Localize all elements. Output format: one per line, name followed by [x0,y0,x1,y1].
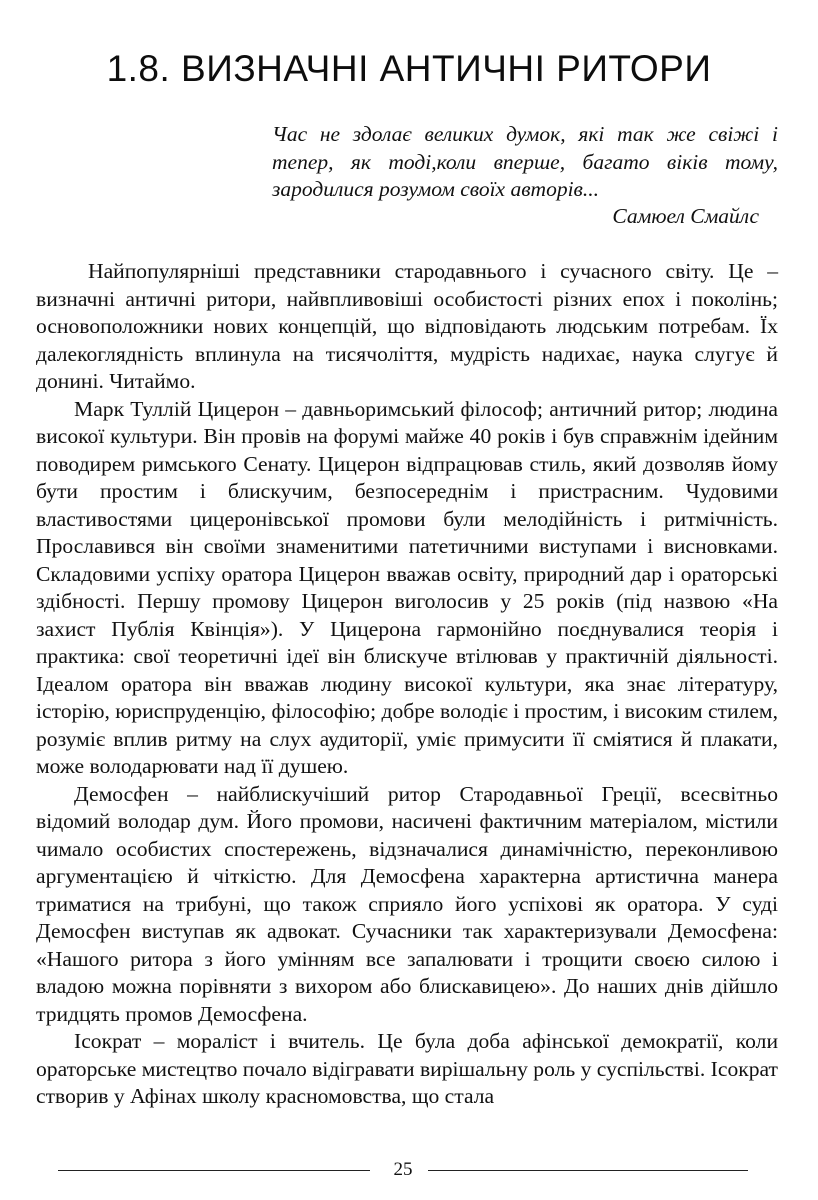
paragraph-demosthenes: Демосфен – найблискучіший ритор Стародавньої Греції, всесвітньо відомий володар дум. Його промови, насичені фактичним матеріалом, містили чимало особистих спостережень, відзначалися динамічністю, переконливою аргументацією й чіткістю. Для Демосфена характерна артистична манера триматися на трибуні, що також сприяло його успіхові як оратора. У суді Демосфен виступав як адвокат. Сучасники так характеризували Демосфена: «Нашого ритора з його умінням все запалювати і трощити своєю силою і владою можна порівняти з вихором або блискавицею». До наших днів дійшло тридцять промов Демосфена. [36,781,778,1026]
chapter-title: 1.8. ВИЗНАЧНІ АНТИЧНІ РИТОРИ [106,48,712,89]
page-footer [58,1158,748,1182]
paragraph-cicero: Марк Туллій Цицерон – давньоримський філософ; античний ритор; людина високої культури. Він провів на форумі майже 40 років і був справжнім ідейним поводирем римського Сенату. Цицерон відпрацював стиль, який дозволяв йому бути простим і блискучим, безпосереднім і пристрасним. Чудовими властивостями цицеронівської промови були мелодійність і ритмічність. Прославився він своїми знаменитими патетичними виступами і висновками. Складовими успіху оратора Цицерон вважав освіту, природний дар і ораторські здібності. Першу промову Цицерон виголосив у 25 років (під назвою «На захист Публія Квінція»). У Цицерона гармонійно поєднувалися теорія і практика: свої теоретичні ідеї він блискуче втілював у практичній діяльності. Ідеалом оратора він вважав людину високої культури, яка знає літературу, історію, юриспруденцію, філософію; добре володіє і простим, і високим стилем, розуміє вплив ритму на слух аудиторії, уміє примусити її сміятися й плакати, може володарювати над її душею. [36,396,778,778]
epigraph-quote: Час не здолає великих думок, які так же свіжі і тепер, як тоді,коли вперше, багато віків тому, зародилися розумом своїх авторів... [272,122,778,201]
paragraph-intro: Найпопулярніші представники стародавнього і сучасного світу. Це – визначні античні ритори, найвпливовіші особистості різних епох і поколінь; основоположники нових концепцій, що відповідають людським потребам. Їх далекоглядність вплинула на тисячоліття, мудрість надихає, наука слугує й донині. Читаймо. [36,259,778,393]
paragraph-isocrates: Ісократ – мораліст і вчитель. Це була доба афінської демократії, коли ораторське мистецтво почало відігравати вирішальну роль у суспільстві. Ісократ створив у Афінах школу красномовства, що стала [36,1029,778,1108]
page-number: 25 [393,1159,413,1180]
footer-rule-left [58,1170,370,1171]
epigraph-author: Самюел Смайлс [612,204,759,228]
body-text [36,258,778,1111]
footer-rule-right [428,1170,748,1171]
